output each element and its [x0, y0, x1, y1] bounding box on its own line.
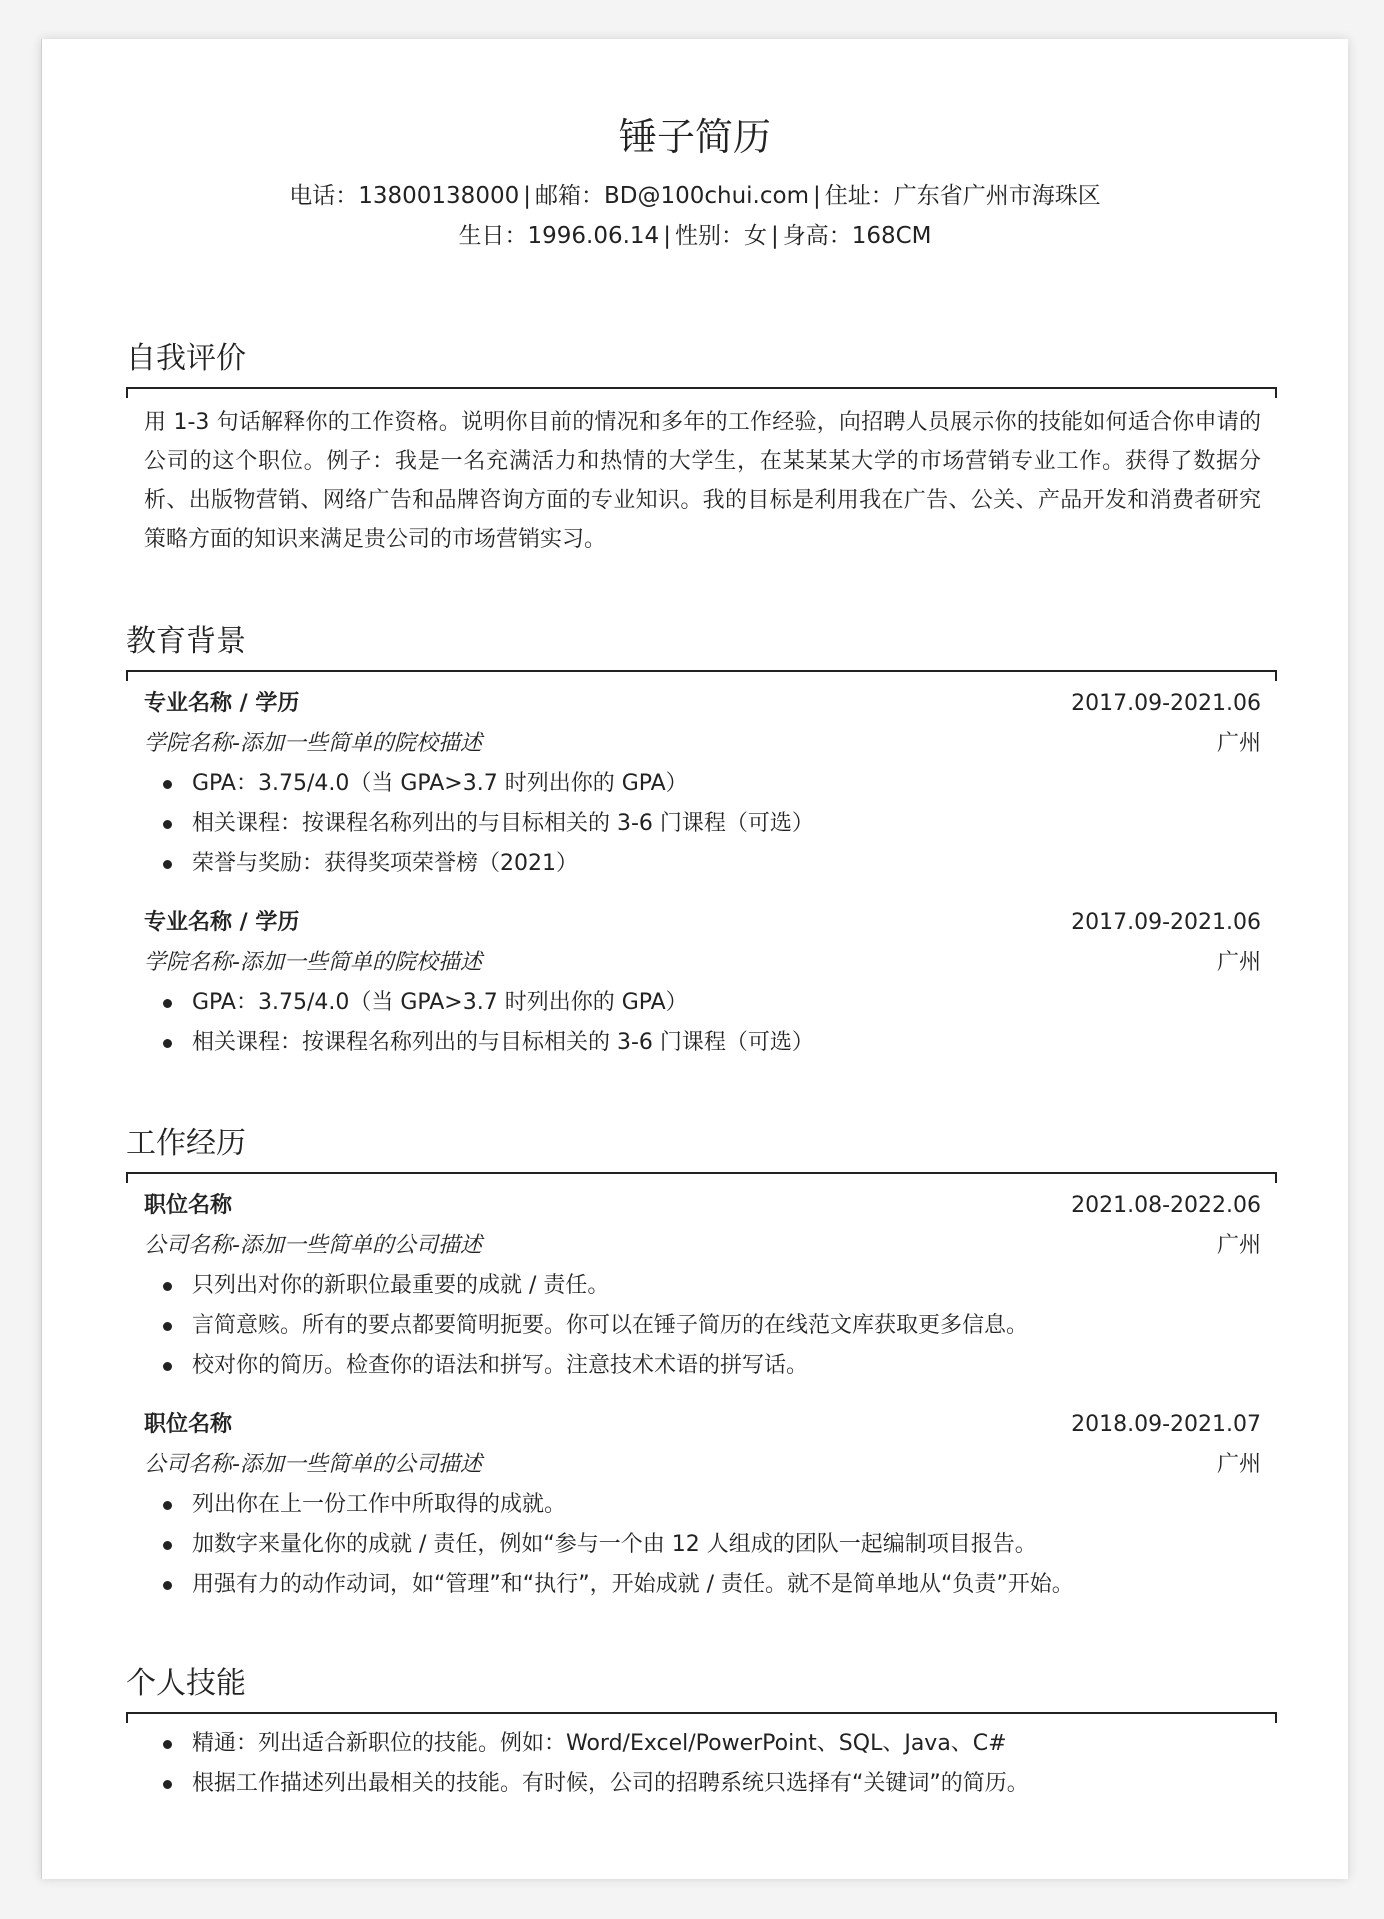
bullet-dot — [163, 860, 172, 869]
bullet-list — [144, 1724, 1261, 1804]
bullet-list — [144, 983, 1261, 1063]
entry-sub-row — [144, 943, 1261, 983]
entry-location: 广州 — [1216, 1452, 1261, 1477]
phone-text: 电话：13800138000 — [289, 183, 520, 209]
entry-title: 职位名称 — [144, 1193, 233, 1218]
bullet-list — [144, 764, 1261, 884]
section-title: 工作经历 — [126, 1126, 246, 1161]
entry-subtitle: 公司名称-添加一些简单的公司描述 — [144, 1452, 482, 1477]
email-text: 邮箱：BD@100chui.com — [534, 183, 809, 209]
list-item-text: 只列出对你的新职位最重要的成就 / 责任。 — [192, 1273, 610, 1298]
separator: | — [812, 183, 821, 209]
list-item — [192, 1565, 1261, 1605]
section-divider — [126, 1172, 1277, 1174]
list-item-text: 言简意赅。所有的要点都要简明扼要。你可以在锤子简历的在线范文库获取更多信息。 — [192, 1313, 1029, 1338]
entry-title: 专业名称 / 学历 — [144, 691, 300, 716]
bullet-dot — [163, 780, 172, 789]
skills-entry — [144, 1724, 1261, 1804]
bullet-dot — [163, 1322, 172, 1331]
contact-line-1 — [42, 183, 1348, 211]
list-item-text: 列出你在上一份工作中所取得的成就。 — [192, 1492, 567, 1517]
section-title: 个人技能 — [126, 1666, 246, 1701]
bullet-dot — [163, 1780, 172, 1789]
entry-title: 职位名称 — [144, 1412, 233, 1437]
bullet-dot — [163, 1501, 172, 1510]
section-divider — [126, 670, 1277, 672]
entry-date: 2017.09-2021.06 — [1071, 691, 1261, 716]
section-work-experience — [126, 1126, 1277, 1605]
section-title: 自我评价 — [126, 341, 246, 376]
list-item — [192, 1724, 1261, 1764]
list-item — [192, 1023, 1261, 1063]
entry-location: 广州 — [1216, 950, 1261, 975]
entry-date: 2021.08-2022.06 — [1071, 1193, 1261, 1218]
list-item — [192, 1306, 1261, 1346]
bullet-dot — [163, 820, 172, 829]
height-text: 身高：168CM — [782, 223, 932, 249]
entry-subtitle: 学院名称-添加一些简单的院校描述 — [144, 950, 482, 975]
bullet-list — [144, 1266, 1261, 1386]
section-divider — [126, 387, 1277, 389]
bullet-dot — [163, 1581, 172, 1590]
list-item — [192, 983, 1261, 1023]
entry-location: 广州 — [1216, 731, 1261, 756]
section-divider — [126, 1712, 1277, 1714]
work-entry — [144, 1405, 1261, 1605]
list-item-text: 相关课程：按课程名称列出的与目标相关的 3-6 门课程（可选） — [192, 1030, 814, 1055]
list-item-text: GPA：3.75/4.0（当 GPA>3.7 时列出你的 GPA） — [192, 771, 688, 796]
bullet-dot — [163, 999, 172, 1008]
entry-header-row — [144, 684, 1261, 724]
resume-name: 锤子简历 — [618, 115, 771, 159]
work-entry — [144, 1186, 1261, 1386]
gender-text: 性别：女 — [674, 223, 767, 249]
birthday-text: 生日：1996.06.14 — [458, 223, 660, 249]
list-item-text: 根据工作描述列出最相关的技能。有时候，公司的招聘系统只选择有“关键词”的简历。 — [192, 1771, 1029, 1796]
bullet-dot — [163, 1740, 172, 1749]
entry-subtitle: 公司名称-添加一些简单的公司描述 — [144, 1233, 482, 1258]
education-entry — [144, 684, 1261, 884]
entry-sub-row — [144, 1226, 1261, 1266]
bullet-dot — [163, 1282, 172, 1291]
section-self-evaluation — [126, 341, 1277, 559]
list-item-text: 相关课程：按课程名称列出的与目标相关的 3-6 门课程（可选） — [192, 811, 814, 836]
list-item — [192, 844, 1261, 884]
list-item-text: 加数字来量化你的成就 / 责任，例如“参与一个由 12 人组成的团队一起编制项目报告。 — [192, 1532, 1037, 1557]
entry-date: 2017.09-2021.06 — [1071, 910, 1261, 935]
entry-header-row — [144, 1405, 1261, 1445]
entry-title: 专业名称 / 学历 — [144, 910, 300, 935]
entry-date: 2018.09-2021.07 — [1071, 1412, 1261, 1437]
bullet-dot — [163, 1039, 172, 1048]
bullet-dot — [163, 1362, 172, 1371]
list-item — [192, 1266, 1261, 1306]
list-item-text: 校对你的简历。检查你的语法和拼写。注意技术术语的拼写话。 — [192, 1353, 809, 1378]
section-title: 教育背景 — [126, 624, 246, 659]
address-text: 住址：广东省广州市海珠区 — [824, 183, 1101, 209]
entry-location: 广州 — [1216, 1233, 1261, 1258]
contact-line-2 — [42, 223, 1348, 251]
entry-sub-row — [144, 724, 1261, 764]
list-item-text: 荣誉与奖励：获得奖项荣誉榜（2021） — [192, 851, 578, 876]
entry-header-row — [144, 1186, 1261, 1226]
list-item — [192, 1525, 1261, 1565]
bullet-list — [144, 1485, 1261, 1605]
separator: | — [523, 183, 531, 209]
list-item — [192, 1764, 1261, 1804]
resume-page — [41, 39, 1348, 1879]
list-item — [192, 1485, 1261, 1525]
section-skills — [126, 1666, 1277, 1804]
separator: | — [770, 223, 779, 249]
education-entry — [144, 903, 1261, 1063]
entry-header-row — [144, 903, 1261, 943]
entry-subtitle: 学院名称-添加一些简单的院校描述 — [144, 731, 482, 756]
list-item-text: 用强有力的动作动词，如“管理”和“执行”，开始成就 / 责任。就不是简单地从“负责”开始。 — [192, 1572, 1074, 1597]
list-item — [192, 764, 1261, 804]
separator: | — [663, 223, 671, 249]
list-item-text: 精通：列出适合新职位的技能。例如：Word/Excel/PowerPoint、SQL、Java、C# — [192, 1731, 1007, 1756]
list-item-text: GPA：3.75/4.0（当 GPA>3.7 时列出你的 GPA） — [192, 990, 688, 1015]
entry-sub-row — [144, 1445, 1261, 1485]
list-item — [192, 1346, 1261, 1386]
bullet-dot — [163, 1541, 172, 1550]
self-evaluation-text: 用 1-3 句话解释你的工作资格。说明你目前的情况和多年的工作经验，向招聘人员展示你的技能如何适合你申请的公司的这个职位。例子：我是一名充满活力和热情的大学生，在某某某大学的市场营销专业工作。获得了数据分析、出版物营销、网络广告和品牌咨询方面的专业知识。我的目标是利用我在广告、公关、产品开发和消费者研究策略方面的知识来满足贵公司的市场营销实习。 — [144, 410, 1261, 552]
section-education — [126, 624, 1277, 1063]
list-item — [192, 804, 1261, 844]
